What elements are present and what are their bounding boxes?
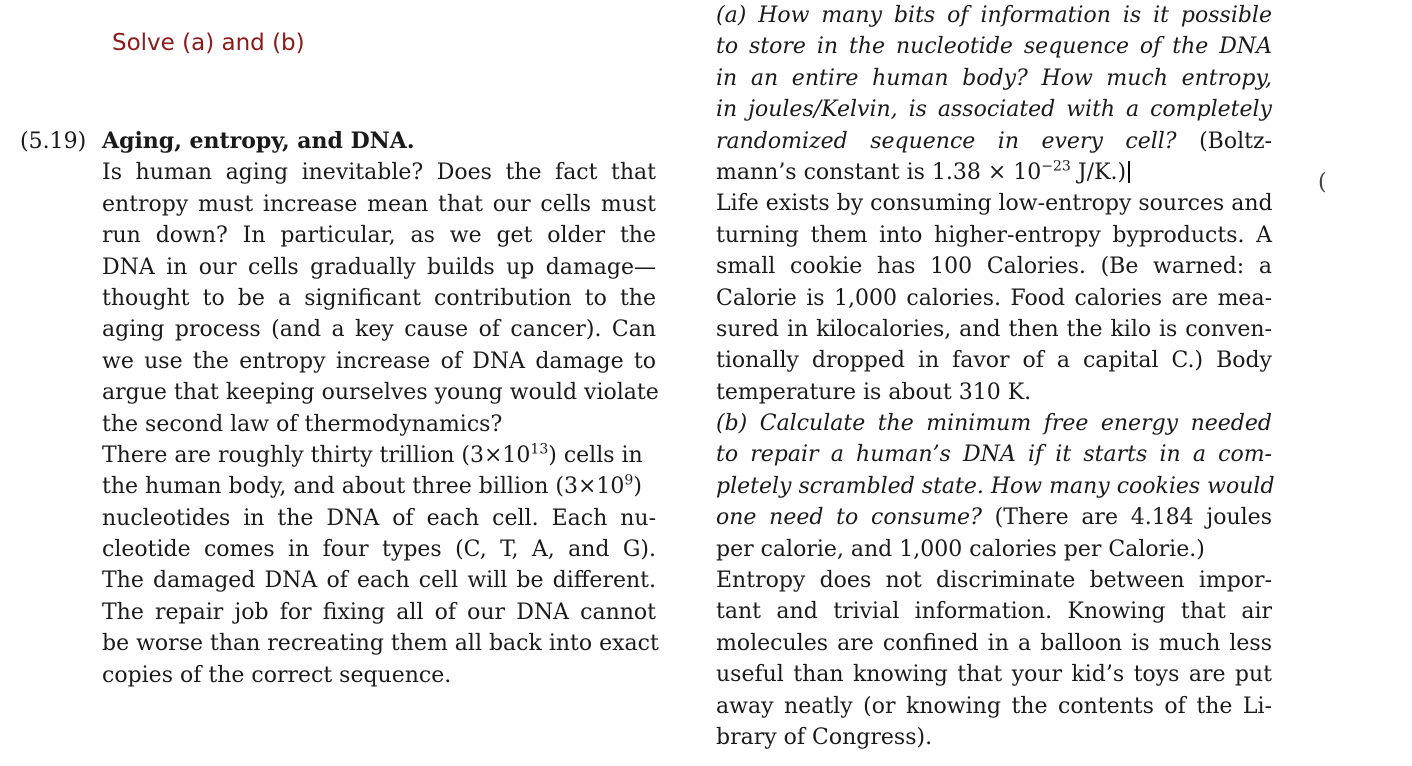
text-line: run down? In particular, as we get older the: [102, 223, 656, 249]
text-line: cleotide comes in four types (C, T, A, and G).: [102, 537, 656, 563]
problem-statement: [102, 126, 659, 691]
text-line: molecules are confined in a balloon is much less: [716, 630, 1272, 656]
text-line: per calorie, and 1,000 calories per Calorie.): [716, 536, 1205, 562]
part-a-line: to store in the nucleotide sequence of the DNA: [716, 34, 1272, 60]
text-run: There are roughly thirty trillion (3×10: [102, 442, 531, 468]
text-run: the human body, and about three billion (3×10: [102, 474, 625, 500]
text-run: ): [633, 474, 642, 500]
text-run: (Boltz-: [1199, 128, 1272, 154]
text-line: entropy must increase mean that our cells must: [102, 191, 656, 217]
text-cursor: [1128, 161, 1130, 183]
nucleotide-count-line: [102, 471, 656, 502]
text-line: we use the entropy increase of DNA damage to: [102, 348, 656, 374]
part-b-line: to repair a human’s DNA if it starts in a com-: [716, 442, 1272, 468]
text-line: tionally dropped in favor of a capital C.) Body: [716, 348, 1272, 374]
part-b-line: (b) Calculate the minimum free energy needed: [716, 411, 1272, 437]
exponent: 13: [530, 441, 549, 458]
text-line: temperature is about 310 K.: [716, 379, 1032, 405]
text-line: nucleotides in the DNA of each cell. Each nu-: [102, 505, 656, 531]
cells-count-line: [102, 440, 656, 471]
stray-parenthesis: (: [1318, 170, 1327, 195]
text-line: sured in kilocalories, and then the kilo is conven-: [716, 316, 1272, 342]
instruction-note: Solve (a) and (b): [112, 30, 305, 56]
text-line: The damaged DNA of each cell will be different.: [102, 568, 656, 594]
text-line: brary of Congress).: [716, 724, 933, 750]
part-b-line: pletely scrambled state. How many cookies would: [716, 473, 1275, 499]
text-line: argue that keeping ourselves young would violate: [102, 380, 659, 406]
problem-title: Aging, entropy, and DNA.: [102, 128, 415, 154]
text-line: Calorie is 1,000 calories. Food calories are mea-: [716, 285, 1272, 311]
problem-number: (5.19): [20, 129, 87, 154]
text-run: ) cells in: [548, 442, 643, 468]
part-b-line: [716, 502, 1272, 533]
text-line: copies of the correct sequence.: [102, 662, 452, 688]
text-line: Life exists by consuming low-entropy sources and: [716, 191, 1273, 217]
exponent: −23: [1041, 158, 1071, 175]
text-line: thought to be a significant contribution to the: [102, 285, 656, 311]
text-run: (There are 4.184 joules: [994, 505, 1272, 531]
text-run: one need to consume?: [716, 505, 982, 531]
boltzmann-line: [716, 157, 1272, 188]
text-line: turning them into higher-entropy byproducts. A: [716, 222, 1272, 248]
part-a-line: in joules/Kelvin, is associated with a completely: [716, 97, 1272, 123]
part-a-line: in an entire human body? How much entropy,: [716, 65, 1272, 91]
exponent: 9: [624, 472, 634, 489]
problem-right-column: [716, 0, 1275, 753]
text-line: the second law of thermodynamics?: [102, 411, 503, 437]
text-line: tant and trivial information. Knowing that air: [716, 599, 1272, 625]
text-line: Entropy does not discriminate between impor-: [716, 568, 1272, 594]
text-run: J/K.): [1070, 159, 1127, 185]
text-line: The repair job for fixing all of our DNA cannot: [102, 599, 656, 625]
text-line: small cookie has 100 Calories. (Be warned: a: [716, 254, 1272, 280]
text-run: mann’s constant is 1.38 × 10: [716, 159, 1042, 185]
text-line: DNA in our cells gradually builds up damage—: [102, 254, 656, 280]
part-a-line: [716, 126, 1272, 157]
text-line: Is human aging inevitable? Does the fact that: [102, 160, 656, 186]
text-line: be worse than recreating them all back into exact: [102, 631, 659, 657]
text-run: randomized sequence in every cell?: [716, 128, 1177, 154]
text-line: away neatly (or knowing the contents of the Li-: [716, 693, 1272, 719]
part-a-line: (a) How many bits of information is it possible: [716, 3, 1272, 28]
text-line: aging process (and a key cause of cancer). Can: [102, 317, 656, 343]
text-line: useful than knowing that your kid’s toys are put: [716, 662, 1272, 688]
